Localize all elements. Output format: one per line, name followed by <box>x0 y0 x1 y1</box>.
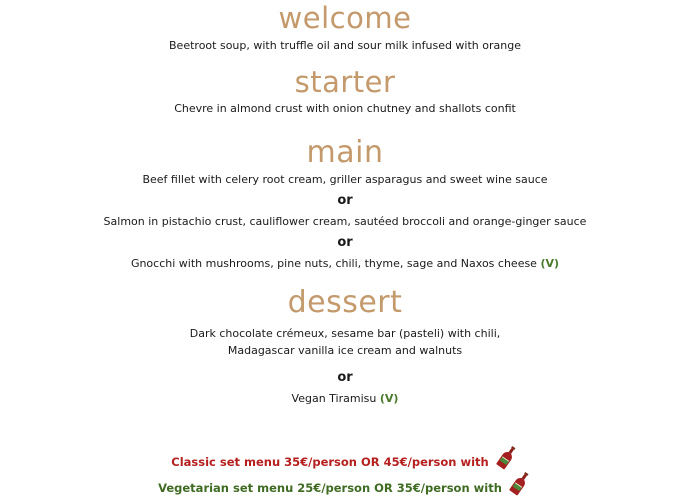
dish-welcome: Beetroot soup, with truffle oil and sour milk infused with orange <box>169 39 521 52</box>
section-heading-welcome: welcome <box>278 1 412 35</box>
vegetarian-tag: (V) <box>540 257 560 270</box>
section-heading-dessert: dessert <box>287 285 403 320</box>
dish-main-gnocchi: Gnocchi with mushrooms, pine nuts, chili, thyme, sage and Naxos cheese <box>130 257 537 270</box>
dish-dessert-chocolate-line-2: Madagascar vanilla ice cream and walnuts <box>227 344 463 357</box>
classic-price-text: Classic set menu 35€/person OR 45€/person with <box>171 455 489 469</box>
dish-dessert-chocolate-line-1: Dark chocolate crémeux, sesame bar (pasteli) with chili, <box>189 327 501 340</box>
or-separator: or <box>337 193 353 208</box>
vegetarian-price-row <box>0 470 690 500</box>
section-heading-main: main <box>306 135 384 170</box>
dish-dessert-tiramisu: Vegan Tiramisu <box>291 392 377 405</box>
or-separator: or <box>337 235 353 250</box>
dish-main-gnocchi-row <box>0 257 690 271</box>
or-separator: or <box>337 370 353 385</box>
dish-starter: Chevre in almond crust with onion chutney and shallots confit <box>174 102 516 115</box>
vegetarian-price-text: Vegetarian set menu 25€/person OR 35€/person with <box>158 481 502 495</box>
wine-bottle-icon <box>508 470 532 500</box>
dish-dessert-tiramisu-row <box>0 392 690 406</box>
dish-main-beef: Beef fillet with celery root cream, griller asparagus and sweet wine sauce <box>142 173 548 186</box>
vegetarian-tag: (V) <box>379 392 399 405</box>
section-heading-starter: starter <box>294 65 396 99</box>
dish-main-salmon: Salmon in pistachio crust, cauliflower cream, sautéed broccoli and orange-ginger sauce <box>103 215 587 228</box>
